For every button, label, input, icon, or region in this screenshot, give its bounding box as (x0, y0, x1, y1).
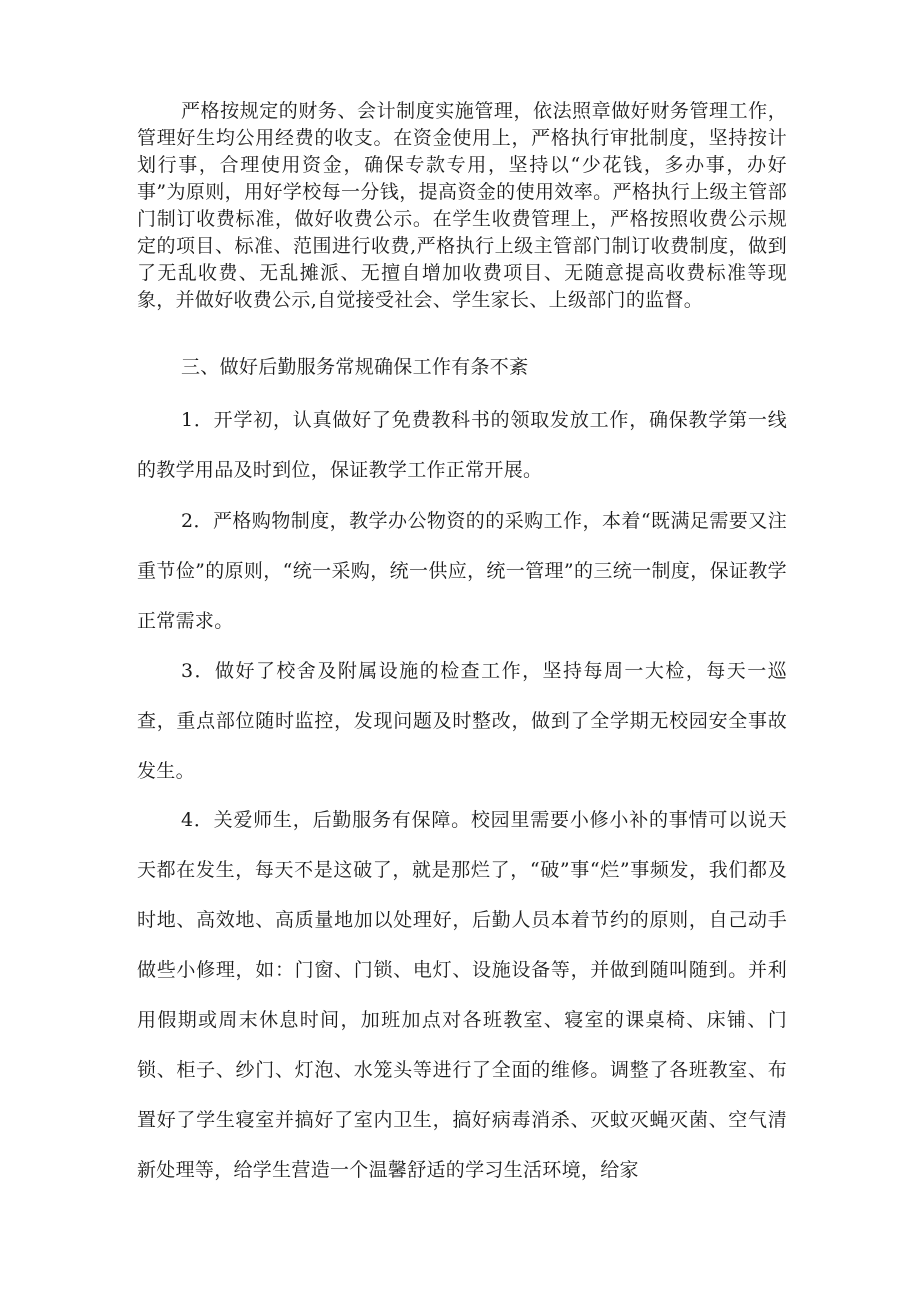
paragraph-finance: 严格按规定的财务、会计制度实施管理，依法照章做好财务管理工作，管理好生均公用经费的收支。在资金使用上，严格执行审批制度，坚持按计划行事，合理使用资金，确保专款专用，坚持以“少花钱，多办事，办好事”为原则，用好学校每一分钱，提高资金的使用效率。严格执行上级主管部门制订收费标准，做好收费公示。在学生收费管理上，严格按照收费公示规定的项目、标准、范围进行收费,严格执行上级主管部门制订收费制度，做到了无乱收费、无乱摊派、无擅自增加收费项目、无随意提高收费标准等现象，并做好收费公示,自觉接受社会、学生家长、上级部门的监督。 (137, 100, 787, 311)
list-item-3: 3．做好了校舍及附属设施的检查工作，坚持每周一大检，每天一巡查，重点部位随时监控，发现问题及时整改，做到了全学期无校园安全事故发生。 (137, 660, 787, 782)
list-item-4: 4．关爱师生，后勤服务有保障。校园里需要小修小补的事情可以说天天都在发生，每天不是这破了，就是那烂了，“破”事“烂”事频发，我们都及时地、高效地、高质量地加以处理好，后勤人员本着节约的原则，自己动手做些小修理，如：门窗、门锁、电灯、设施设备等，并做到随叫随到。并利用假期或周末休息时间，加班加点对各班教室、寝室的课桌椅、床铺、门锁、柜子、纱门、灯泡、水笼头等进行了全面的维修。调整了各班教室、布置好了学生寝室并搞好了室内卫生，搞好病毒消杀、灭蚊灭蝇灭菌、空气清新处理等，给学生营造一个温馨舒适的学习生活环境，给家 (137, 809, 787, 1181)
list-item-1: 1．开学初，认真做好了免费教科书的领取发放工作，确保教学第一线的教学用品及时到位，保证教学工作正常开展。 (137, 409, 787, 481)
list-item-2: 2．严格购物制度，教学办公物资的的采购工作，本着“既满足需要又注重节俭”的原则，“统一采购，统一供应，统一管理”的三统一制度，保证教学正常需求。 (137, 510, 787, 632)
section-heading: 三、做好后勤服务常规确保工作有条不紊 (181, 356, 529, 378)
